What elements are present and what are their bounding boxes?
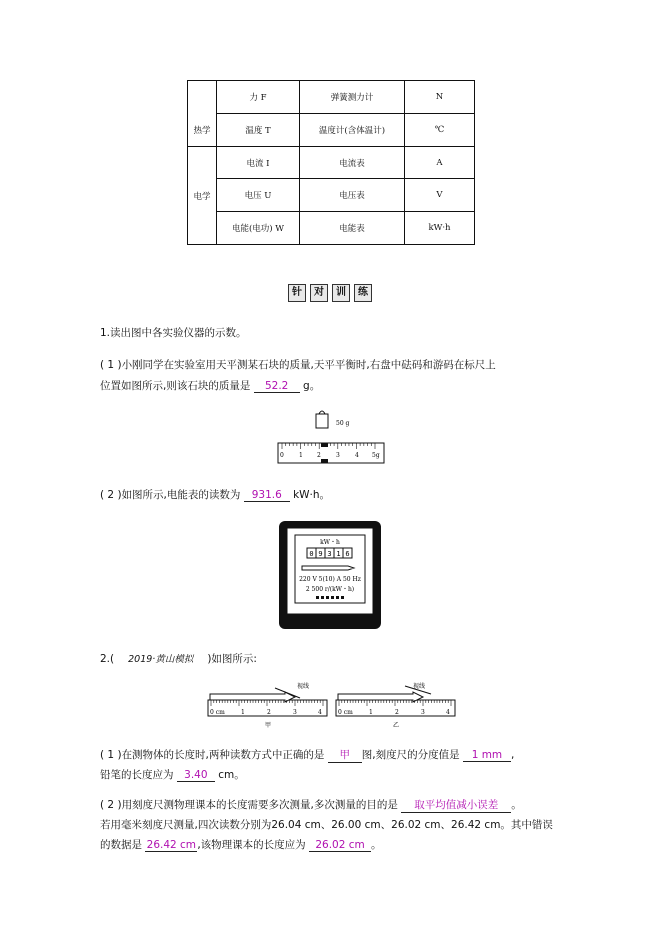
ruler-tick-label: 2 — [267, 709, 271, 716]
table-cell: 电压 U — [217, 179, 300, 212]
rider-top — [321, 443, 328, 447]
table-cell: 电能(电功) W — [217, 212, 300, 245]
q2-part1-line2: 铅笔的长度应为 3.40 cm。 — [100, 769, 245, 781]
table-cell: A — [405, 147, 475, 179]
sight-label: 视线 — [297, 683, 310, 690]
source-tag: 2019·黄山模拟 — [128, 654, 194, 665]
rider-bottom — [321, 459, 328, 463]
table-cell: kW·h — [405, 212, 475, 245]
meter-digit: 9 — [318, 550, 323, 558]
meter-digits — [307, 548, 352, 558]
electric-meter-figure — [278, 520, 382, 632]
table-cell: 力 F — [217, 81, 300, 114]
weight-label: 50 g — [336, 420, 350, 427]
table-cell: 电流表 — [300, 147, 405, 179]
q2-part2-line2: 若用毫米刻度尺测量,四次读数分别为26.04 cm、26.00 cm、26.02 cm、26.42 cm。其中错误 — [100, 819, 553, 831]
ruler-tick-label: 3 — [293, 709, 297, 716]
answer-blank: 931.6 — [244, 489, 290, 502]
table-cell: ℃ — [405, 114, 475, 147]
quantity-table — [187, 80, 475, 245]
scale-bar — [278, 443, 384, 463]
answer-blank: 3.40 — [177, 769, 215, 782]
title-char: 对 — [310, 284, 328, 302]
q1-part2-line: ( 2 )如图所示,电能表的读数为 931.6 kW·h。 — [100, 489, 331, 501]
answer-blank: 52.2 — [254, 380, 300, 393]
figure-label-a: 甲 — [265, 722, 272, 729]
ruler-tick-label: 3 — [421, 709, 425, 716]
ruler-a — [208, 682, 327, 729]
q1-part1-line1: ( 1 )小刚同学在实验室用天平测某石块的质量,天平平衡时,右盘中砝码和游码在标尺上 — [100, 359, 496, 371]
table-cell: 温度 T — [217, 114, 300, 147]
table-cell: 电学 — [188, 147, 217, 245]
scale-tick-label: 4 — [355, 452, 359, 459]
title-char: 练 — [354, 284, 372, 302]
answer-blank: 甲 — [328, 747, 362, 763]
q2-part1-line1: ( 1 )在测物体的长度时,两种读数方式中正确的是 甲 图,刻度尺的分度值是 1 mm , — [100, 749, 515, 761]
meter-rev-line: 2 500 r/(kW・h) — [305, 586, 355, 593]
table-cell: 电压表 — [300, 179, 405, 212]
balance-beam-figure — [275, 408, 387, 468]
title-char: 训 — [332, 284, 350, 302]
meter-digit: 3 — [327, 550, 332, 558]
q2-part2-line3: 的数据是 26.42 cm,该物理课本的长度应为 26.02 cm 。 — [100, 839, 382, 851]
table-cell: 电流 I — [217, 147, 300, 179]
ruler-tick-label: 1 — [241, 709, 245, 716]
title-char: 针 — [288, 284, 306, 302]
answer-blank: 取平均值减小误差 — [401, 797, 511, 813]
ruler-tick-label: 0 cm — [338, 709, 353, 716]
ruler-tick-label: 0 cm — [210, 709, 225, 716]
meter-digit: 1 — [336, 550, 341, 558]
ruler-tick-label: 4 — [318, 709, 322, 716]
table-cell: 弹簧测力计 — [300, 81, 405, 114]
ruler-tick-label: 2 — [395, 709, 399, 716]
answer-blank: 26.42 cm — [146, 839, 197, 851]
ruler-b — [336, 682, 455, 729]
figure-label-b: 乙 — [393, 722, 400, 729]
pencil-icon — [210, 692, 295, 702]
table-cell: 电能表 — [300, 212, 405, 245]
question-1-intro: 1.读出图中各实验仪器的示数。 — [100, 327, 247, 339]
pencil-icon — [338, 692, 423, 702]
answer-blank: 1 mm — [463, 749, 511, 762]
table-cell: 温度计(含体温计) — [300, 114, 405, 147]
scale-tick-label: 1 — [299, 452, 303, 459]
meter-digit: 6 — [345, 550, 350, 558]
table-cell: V — [405, 179, 475, 212]
scale-tick-label: 5g — [372, 452, 380, 459]
section-title — [288, 284, 372, 302]
meter-spec-line: 220 V 5(10) A 50 Hz — [299, 576, 361, 583]
question-2-intro: 2.( 2019·黄山模拟 )如图所示: — [100, 653, 257, 665]
q2-part2-line1: ( 2 )用刻度尺测物理课本的长度需要多次测量,多次测量的目的是 取平均值减小误差 。 — [100, 799, 522, 811]
q1-part1-line2: 位置如图所示,则该石块的质量是 52.2 g。 — [100, 380, 321, 392]
table-cell — [188, 81, 217, 114]
sight-label: 视线 — [413, 683, 426, 690]
table-cell: 热学 — [188, 114, 217, 147]
answer-blank: 26.02 cm — [309, 839, 371, 852]
table-cell: N — [405, 81, 475, 114]
meter-unit-label: kW・h — [320, 539, 340, 546]
rulers-figure — [205, 680, 461, 730]
ruler-tick-label: 1 — [369, 709, 373, 716]
ruler-tick-label: 4 — [446, 709, 450, 716]
scale-tick-label: 0 — [280, 452, 284, 459]
meter-digit: 0 — [309, 550, 314, 558]
scale-tick-label: 3 — [336, 452, 340, 459]
scale-tick-label: 2 — [317, 452, 321, 459]
weight-icon — [316, 414, 328, 428]
